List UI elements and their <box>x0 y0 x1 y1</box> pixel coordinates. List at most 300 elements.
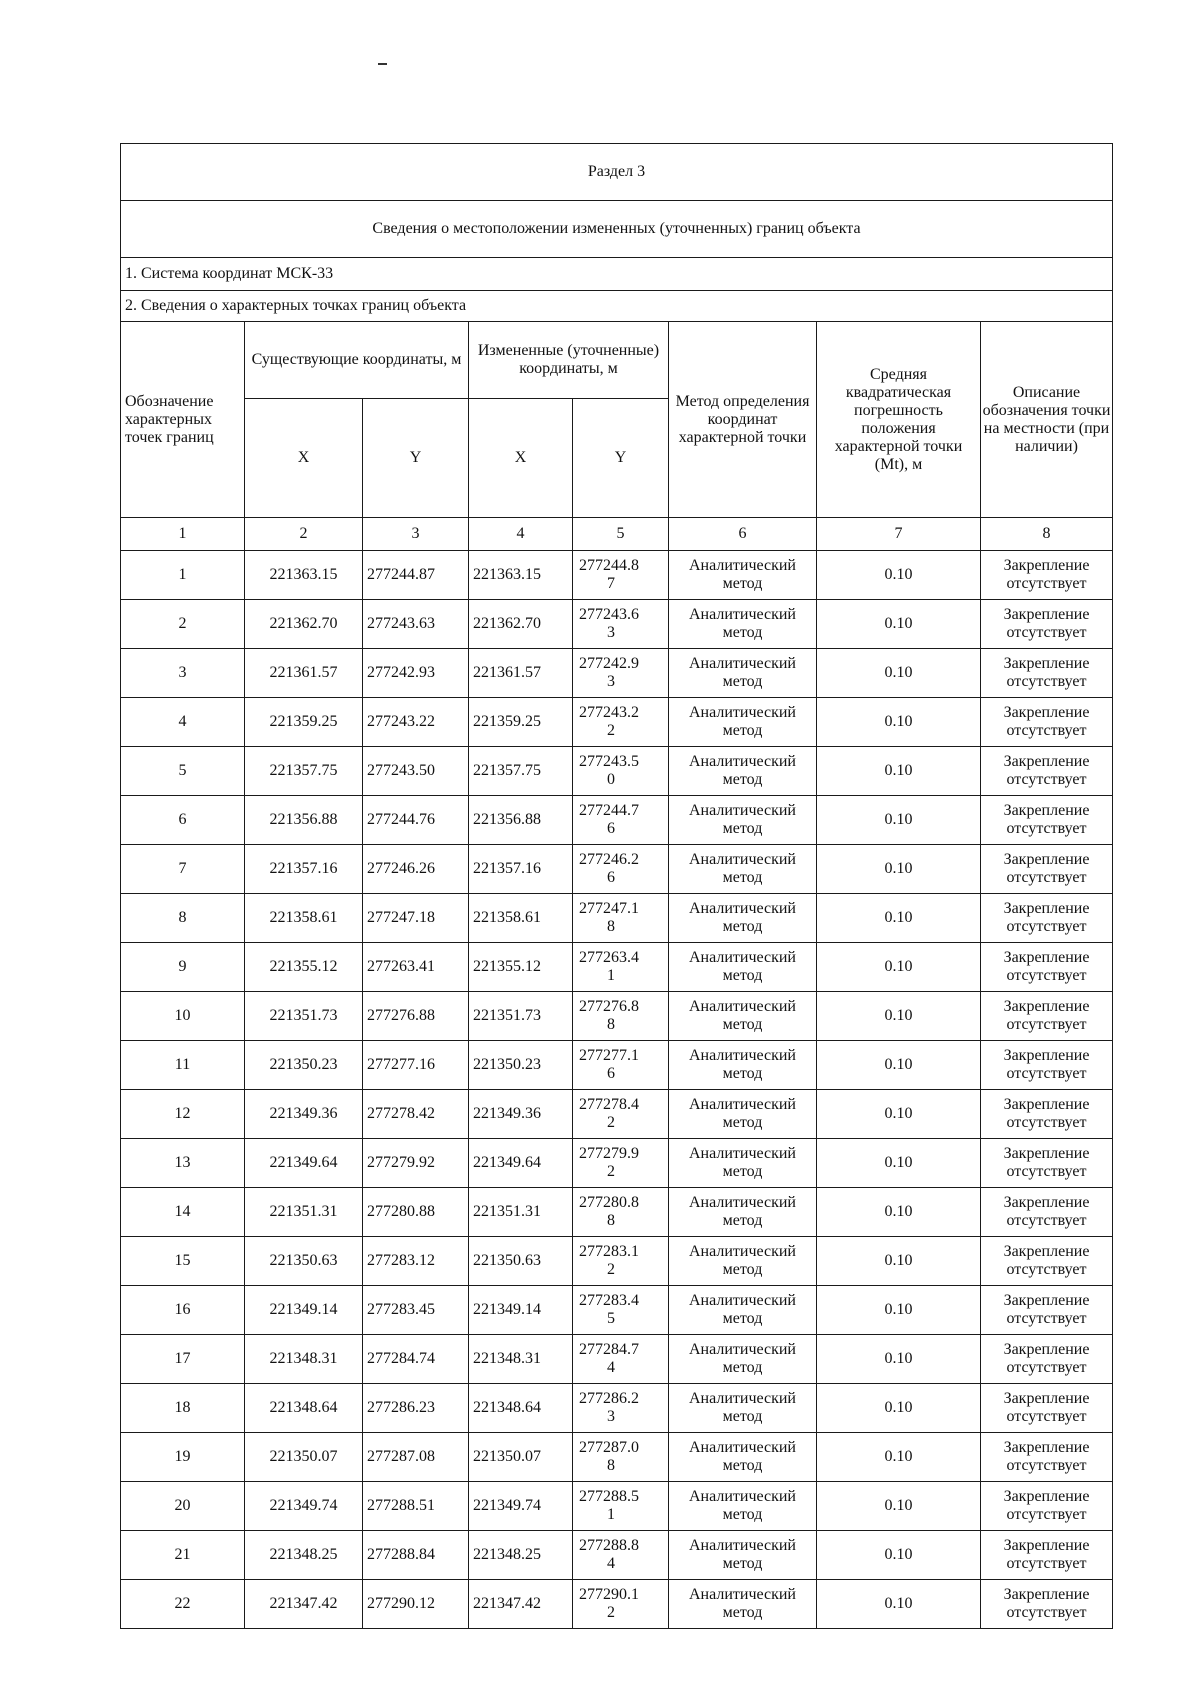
changed-y <box>573 894 669 943</box>
description-line2: отсутствует <box>1006 1604 1087 1621</box>
changed-x: 221348.25 <box>469 1531 573 1580</box>
changed-y-line2: 8 <box>607 1457 615 1474</box>
changed-y <box>573 747 669 796</box>
changed-y-line2: 2 <box>607 1604 615 1621</box>
method-cell <box>669 1335 817 1384</box>
header-changed-coords: Измененные (уточненные) координаты, м <box>469 322 669 399</box>
point-number: 17 <box>121 1335 245 1384</box>
table-row <box>121 1286 1113 1335</box>
method-cell <box>669 845 817 894</box>
changed-x: 221349.64 <box>469 1139 573 1188</box>
existing-x: 221348.25 <box>245 1531 363 1580</box>
point-number: 15 <box>121 1237 245 1286</box>
point-number: 2 <box>121 600 245 649</box>
changed-y <box>573 1482 669 1531</box>
error-value: 0.10 <box>817 747 981 796</box>
point-number: 18 <box>121 1384 245 1433</box>
existing-y: 277283.45 <box>363 1286 469 1335</box>
header-method: Метод определения координат характерной точки <box>669 322 817 518</box>
method-line1: Аналитический <box>688 704 796 721</box>
table-row <box>121 1531 1113 1580</box>
description-cell <box>981 796 1113 845</box>
description-line2: отсутствует <box>1006 771 1087 788</box>
description-line2: отсутствует <box>1006 1163 1087 1180</box>
existing-y: 277277.16 <box>363 1041 469 1090</box>
method-line1: Аналитический <box>688 1047 796 1064</box>
method-line2: метод <box>722 673 763 690</box>
error-value: 0.10 <box>817 943 981 992</box>
table-row <box>121 1188 1113 1237</box>
description-cell <box>981 894 1113 943</box>
method-line1: Аналитический <box>688 753 796 770</box>
changed-x: 221351.73 <box>469 992 573 1041</box>
existing-y: 277244.76 <box>363 796 469 845</box>
method-line2: метод <box>722 1065 763 1082</box>
table-row <box>121 1237 1113 1286</box>
changed-y-line1: 277244.8 <box>579 557 639 574</box>
description-line2: отсутствует <box>1006 1212 1087 1229</box>
table-row <box>121 698 1113 747</box>
changed-y-line1: 277243.2 <box>579 704 639 721</box>
changed-y-line2: 3 <box>607 1408 615 1425</box>
method-line1: Аналитический <box>688 802 796 819</box>
description-line2: отсутствует <box>1006 1359 1087 1376</box>
method-line1: Аналитический <box>688 1488 796 1505</box>
method-cell <box>669 551 817 600</box>
description-cell <box>981 943 1113 992</box>
existing-y: 277288.84 <box>363 1531 469 1580</box>
existing-y: 277278.42 <box>363 1090 469 1139</box>
description-line2: отсутствует <box>1006 1016 1087 1033</box>
header-description: Описание обозначения точки на местности (при наличии) <box>981 322 1113 518</box>
method-cell <box>669 600 817 649</box>
description-line2: отсутствует <box>1006 673 1087 690</box>
changed-y-line1: 277288.8 <box>579 1537 639 1554</box>
changed-x: 221349.36 <box>469 1090 573 1139</box>
existing-x: 221349.14 <box>245 1286 363 1335</box>
changed-y <box>573 1384 669 1433</box>
existing-y: 277280.88 <box>363 1188 469 1237</box>
changed-y-line1: 277288.5 <box>579 1488 639 1505</box>
changed-y <box>573 551 669 600</box>
method-line1: Аналитический <box>688 1439 796 1456</box>
error-value: 0.10 <box>817 1433 981 1482</box>
changed-y <box>573 1237 669 1286</box>
method-line1: Аналитический <box>688 1194 796 1211</box>
method-line2: метод <box>722 1261 763 1278</box>
method-line1: Аналитический <box>688 1537 796 1554</box>
table-row <box>121 894 1113 943</box>
description-line1: Закрепление <box>1003 1292 1090 1309</box>
point-number: 21 <box>121 1531 245 1580</box>
error-value: 0.10 <box>817 551 981 600</box>
point-number: 1 <box>121 551 245 600</box>
changed-y <box>573 649 669 698</box>
error-value: 0.10 <box>817 1580 981 1629</box>
header-changed-y: Y <box>573 399 669 518</box>
method-cell <box>669 1286 817 1335</box>
method-line2: метод <box>722 1212 763 1229</box>
method-line2: метод <box>722 967 763 984</box>
point-number: 6 <box>121 796 245 845</box>
existing-x: 221349.36 <box>245 1090 363 1139</box>
method-line2: метод <box>722 1506 763 1523</box>
existing-y: 277276.88 <box>363 992 469 1041</box>
description-cell <box>981 1286 1113 1335</box>
method-cell <box>669 894 817 943</box>
description-line2: отсутствует <box>1006 1114 1087 1131</box>
method-line1: Аналитический <box>688 1096 796 1113</box>
existing-x: 221351.73 <box>245 992 363 1041</box>
method-line1: Аналитический <box>688 1341 796 1358</box>
changed-x: 221347.42 <box>469 1580 573 1629</box>
point-number: 13 <box>121 1139 245 1188</box>
description-cell <box>981 1335 1113 1384</box>
method-line2: метод <box>722 1359 763 1376</box>
existing-y: 277242.93 <box>363 649 469 698</box>
changed-y <box>573 943 669 992</box>
point-number: 3 <box>121 649 245 698</box>
changed-y <box>573 600 669 649</box>
column-number: 2 <box>245 518 363 551</box>
description-line2: отсутствует <box>1006 820 1087 837</box>
existing-x: 221356.88 <box>245 796 363 845</box>
existing-y: 277263.41 <box>363 943 469 992</box>
existing-x: 221348.64 <box>245 1384 363 1433</box>
method-line2: метод <box>722 624 763 641</box>
changed-y-line2: 1 <box>607 967 615 984</box>
changed-y-line2: 5 <box>607 1310 615 1327</box>
error-value: 0.10 <box>817 649 981 698</box>
changed-y-line1: 277279.9 <box>579 1145 639 1162</box>
changed-y <box>573 1188 669 1237</box>
header-existing-x: X <box>245 399 363 518</box>
description-line1: Закрепление <box>1003 851 1090 868</box>
changed-y-line2: 4 <box>607 1359 615 1376</box>
header-changed-x: X <box>469 399 573 518</box>
existing-y: 277244.87 <box>363 551 469 600</box>
changed-y-line2: 3 <box>607 624 615 641</box>
description-line2: отсутствует <box>1006 869 1087 886</box>
description-cell <box>981 992 1113 1041</box>
method-line2: метод <box>722 1114 763 1131</box>
changed-y-line1: 277284.7 <box>579 1341 639 1358</box>
description-line1: Закрепление <box>1003 606 1090 623</box>
method-line1: Аналитический <box>688 1243 796 1260</box>
changed-y <box>573 698 669 747</box>
method-line2: метод <box>722 1408 763 1425</box>
changed-y-line1: 277276.8 <box>579 998 639 1015</box>
error-value: 0.10 <box>817 1090 981 1139</box>
method-cell <box>669 649 817 698</box>
changed-x: 221357.16 <box>469 845 573 894</box>
changed-y-line1: 277280.8 <box>579 1194 639 1211</box>
table-row <box>121 1041 1113 1090</box>
changed-y-line1: 277283.4 <box>579 1292 639 1309</box>
description-line2: отсутствует <box>1006 1261 1087 1278</box>
existing-y: 277246.26 <box>363 845 469 894</box>
description-cell <box>981 1580 1113 1629</box>
existing-y: 277283.12 <box>363 1237 469 1286</box>
existing-x: 221348.31 <box>245 1335 363 1384</box>
changed-y-line1: 277283.1 <box>579 1243 639 1260</box>
method-line1: Аналитический <box>688 851 796 868</box>
method-line1: Аналитический <box>688 1145 796 1162</box>
description-line2: отсутствует <box>1006 624 1087 641</box>
changed-x: 221348.31 <box>469 1335 573 1384</box>
scan-dash-mark <box>378 63 387 65</box>
error-value: 0.10 <box>817 1482 981 1531</box>
existing-y: 277243.22 <box>363 698 469 747</box>
column-number: 5 <box>573 518 669 551</box>
description-line2: отсутствует <box>1006 1555 1087 1572</box>
changed-y-line2: 4 <box>607 1555 615 1572</box>
method-line2: метод <box>722 1457 763 1474</box>
existing-y: 277288.51 <box>363 1482 469 1531</box>
table-row <box>121 796 1113 845</box>
description-line2: отсутствует <box>1006 1408 1087 1425</box>
description-cell <box>981 1384 1113 1433</box>
boundary-points-table <box>120 143 1113 1629</box>
changed-x: 221350.63 <box>469 1237 573 1286</box>
error-value: 0.10 <box>817 698 981 747</box>
changed-y <box>573 1580 669 1629</box>
changed-y <box>573 1041 669 1090</box>
points-section-title: 2. Сведения о характерных точках границ объекта <box>121 291 1113 322</box>
changed-x: 221351.31 <box>469 1188 573 1237</box>
existing-y: 277290.12 <box>363 1580 469 1629</box>
existing-y: 277243.50 <box>363 747 469 796</box>
changed-y-line1: 277286.2 <box>579 1390 639 1407</box>
changed-y-line2: 7 <box>607 575 615 592</box>
changed-x: 221363.15 <box>469 551 573 600</box>
error-value: 0.10 <box>817 1139 981 1188</box>
changed-y-line2: 8 <box>607 1212 615 1229</box>
method-cell <box>669 1482 817 1531</box>
method-line2: метод <box>722 869 763 886</box>
point-number: 7 <box>121 845 245 894</box>
method-line1: Аналитический <box>688 1390 796 1407</box>
point-number: 9 <box>121 943 245 992</box>
header-designation: Обозначение характерных точек границ <box>121 322 245 518</box>
header-error: Средняя квадратическая погрешность положения характерной точки (Mt), м <box>817 322 981 518</box>
description-line1: Закрепление <box>1003 1586 1090 1603</box>
existing-x: 221347.42 <box>245 1580 363 1629</box>
description-line1: Закрепление <box>1003 704 1090 721</box>
existing-x: 221363.15 <box>245 551 363 600</box>
changed-x: 221348.64 <box>469 1384 573 1433</box>
changed-y <box>573 1090 669 1139</box>
description-line1: Закрепление <box>1003 1390 1090 1407</box>
column-number: 3 <box>363 518 469 551</box>
changed-y <box>573 845 669 894</box>
description-line2: отсутствует <box>1006 1506 1087 1523</box>
header-existing-coords: Существующие координаты, м <box>245 322 469 399</box>
description-cell <box>981 1041 1113 1090</box>
description-cell <box>981 1090 1113 1139</box>
description-cell <box>981 1237 1113 1286</box>
method-line1: Аналитический <box>688 606 796 623</box>
description-cell <box>981 551 1113 600</box>
changed-x: 221359.25 <box>469 698 573 747</box>
existing-x: 221351.31 <box>245 1188 363 1237</box>
description-line2: отсутствует <box>1006 1457 1087 1474</box>
document-sheet <box>120 143 1112 1629</box>
method-cell <box>669 1580 817 1629</box>
description-line2: отсутствует <box>1006 722 1087 739</box>
method-cell <box>669 1531 817 1580</box>
changed-x: 221349.14 <box>469 1286 573 1335</box>
section-subtitle: Сведения о местоположении измененных (уточненных) границ объекта <box>121 201 1113 258</box>
method-line2: метод <box>722 1163 763 1180</box>
method-cell <box>669 1090 817 1139</box>
existing-y: 277247.18 <box>363 894 469 943</box>
changed-y-line1: 277242.9 <box>579 655 639 672</box>
method-line2: метод <box>722 1604 763 1621</box>
existing-x: 221361.57 <box>245 649 363 698</box>
existing-y: 277286.23 <box>363 1384 469 1433</box>
changed-y-line2: 8 <box>607 1016 615 1033</box>
table-row <box>121 1433 1113 1482</box>
method-cell <box>669 1384 817 1433</box>
error-value: 0.10 <box>817 1335 981 1384</box>
changed-x: 221350.07 <box>469 1433 573 1482</box>
description-line2: отсутствует <box>1006 918 1087 935</box>
method-cell <box>669 992 817 1041</box>
table-row <box>121 1482 1113 1531</box>
method-line2: метод <box>722 1310 763 1327</box>
method-line2: метод <box>722 722 763 739</box>
table-row <box>121 992 1113 1041</box>
point-number: 22 <box>121 1580 245 1629</box>
table-row <box>121 845 1113 894</box>
error-value: 0.10 <box>817 1188 981 1237</box>
description-line1: Закрепление <box>1003 802 1090 819</box>
method-cell <box>669 796 817 845</box>
table-row <box>121 1335 1113 1384</box>
description-line2: отсутствует <box>1006 1310 1087 1327</box>
description-line1: Закрепление <box>1003 900 1090 917</box>
changed-y <box>573 1531 669 1580</box>
header-existing-y: Y <box>363 399 469 518</box>
point-number: 5 <box>121 747 245 796</box>
table-row <box>121 551 1113 600</box>
changed-x: 221356.88 <box>469 796 573 845</box>
error-value: 0.10 <box>817 1384 981 1433</box>
changed-y-line2: 6 <box>607 869 615 886</box>
description-line2: отсутствует <box>1006 1065 1087 1082</box>
method-line1: Аналитический <box>688 655 796 672</box>
description-line2: отсутствует <box>1006 575 1087 592</box>
description-cell <box>981 1139 1113 1188</box>
existing-x: 221350.23 <box>245 1041 363 1090</box>
point-number: 4 <box>121 698 245 747</box>
error-value: 0.10 <box>817 600 981 649</box>
changed-y-line2: 3 <box>607 673 615 690</box>
coordinate-system: 1. Система координат МСК-33 <box>121 258 1113 291</box>
existing-y: 277243.63 <box>363 600 469 649</box>
existing-x: 221359.25 <box>245 698 363 747</box>
table-row <box>121 1384 1113 1433</box>
description-line1: Закрепление <box>1003 1537 1090 1554</box>
error-value: 0.10 <box>817 1041 981 1090</box>
changed-y-line2: 2 <box>607 1261 615 1278</box>
method-cell <box>669 1237 817 1286</box>
description-cell <box>981 600 1113 649</box>
error-value: 0.10 <box>817 1286 981 1335</box>
changed-y <box>573 1433 669 1482</box>
changed-y <box>573 1335 669 1384</box>
changed-y-line1: 277287.0 <box>579 1439 639 1456</box>
description-cell <box>981 845 1113 894</box>
method-line2: метод <box>722 575 763 592</box>
changed-y-line2: 2 <box>607 1163 615 1180</box>
error-value: 0.10 <box>817 1237 981 1286</box>
description-line1: Закрепление <box>1003 753 1090 770</box>
changed-y-line1: 277278.4 <box>579 1096 639 1113</box>
table-row <box>121 747 1113 796</box>
method-cell <box>669 1433 817 1482</box>
description-line1: Закрепление <box>1003 949 1090 966</box>
existing-x: 221362.70 <box>245 600 363 649</box>
method-cell <box>669 747 817 796</box>
changed-x: 221362.70 <box>469 600 573 649</box>
changed-y-line1: 277246.2 <box>579 851 639 868</box>
changed-y-line1: 277243.5 <box>579 753 639 770</box>
changed-y-line1: 277277.1 <box>579 1047 639 1064</box>
column-number: 6 <box>669 518 817 551</box>
description-line1: Закрепление <box>1003 1145 1090 1162</box>
method-line1: Аналитический <box>688 998 796 1015</box>
description-line1: Закрепление <box>1003 1488 1090 1505</box>
method-line2: метод <box>722 771 763 788</box>
changed-x: 221349.74 <box>469 1482 573 1531</box>
changed-y-line2: 6 <box>607 820 615 837</box>
description-line1: Закрепление <box>1003 1341 1090 1358</box>
column-number: 1 <box>121 518 245 551</box>
point-number: 20 <box>121 1482 245 1531</box>
existing-x: 221357.75 <box>245 747 363 796</box>
description-line1: Закрепление <box>1003 655 1090 672</box>
method-line2: метод <box>722 918 763 935</box>
point-number: 14 <box>121 1188 245 1237</box>
changed-y-line1: 277243.6 <box>579 606 639 623</box>
column-number: 8 <box>981 518 1113 551</box>
description-line1: Закрепление <box>1003 1439 1090 1456</box>
description-cell <box>981 1433 1113 1482</box>
table-row <box>121 649 1113 698</box>
description-cell <box>981 1531 1113 1580</box>
changed-y-line1: 277290.1 <box>579 1586 639 1603</box>
method-line1: Аналитический <box>688 949 796 966</box>
table-row <box>121 943 1113 992</box>
description-line2: отсутствует <box>1006 967 1087 984</box>
changed-y-line2: 2 <box>607 722 615 739</box>
description-cell <box>981 1482 1113 1531</box>
changed-x: 221350.23 <box>469 1041 573 1090</box>
method-line1: Аналитический <box>688 557 796 574</box>
changed-y <box>573 1286 669 1335</box>
point-number: 8 <box>121 894 245 943</box>
changed-y-line2: 1 <box>607 1506 615 1523</box>
changed-y-line1: 277263.4 <box>579 949 639 966</box>
method-cell <box>669 1139 817 1188</box>
changed-y-line2: 0 <box>607 771 615 788</box>
error-value: 0.10 <box>817 845 981 894</box>
existing-y: 277279.92 <box>363 1139 469 1188</box>
existing-y: 277284.74 <box>363 1335 469 1384</box>
point-number: 11 <box>121 1041 245 1090</box>
